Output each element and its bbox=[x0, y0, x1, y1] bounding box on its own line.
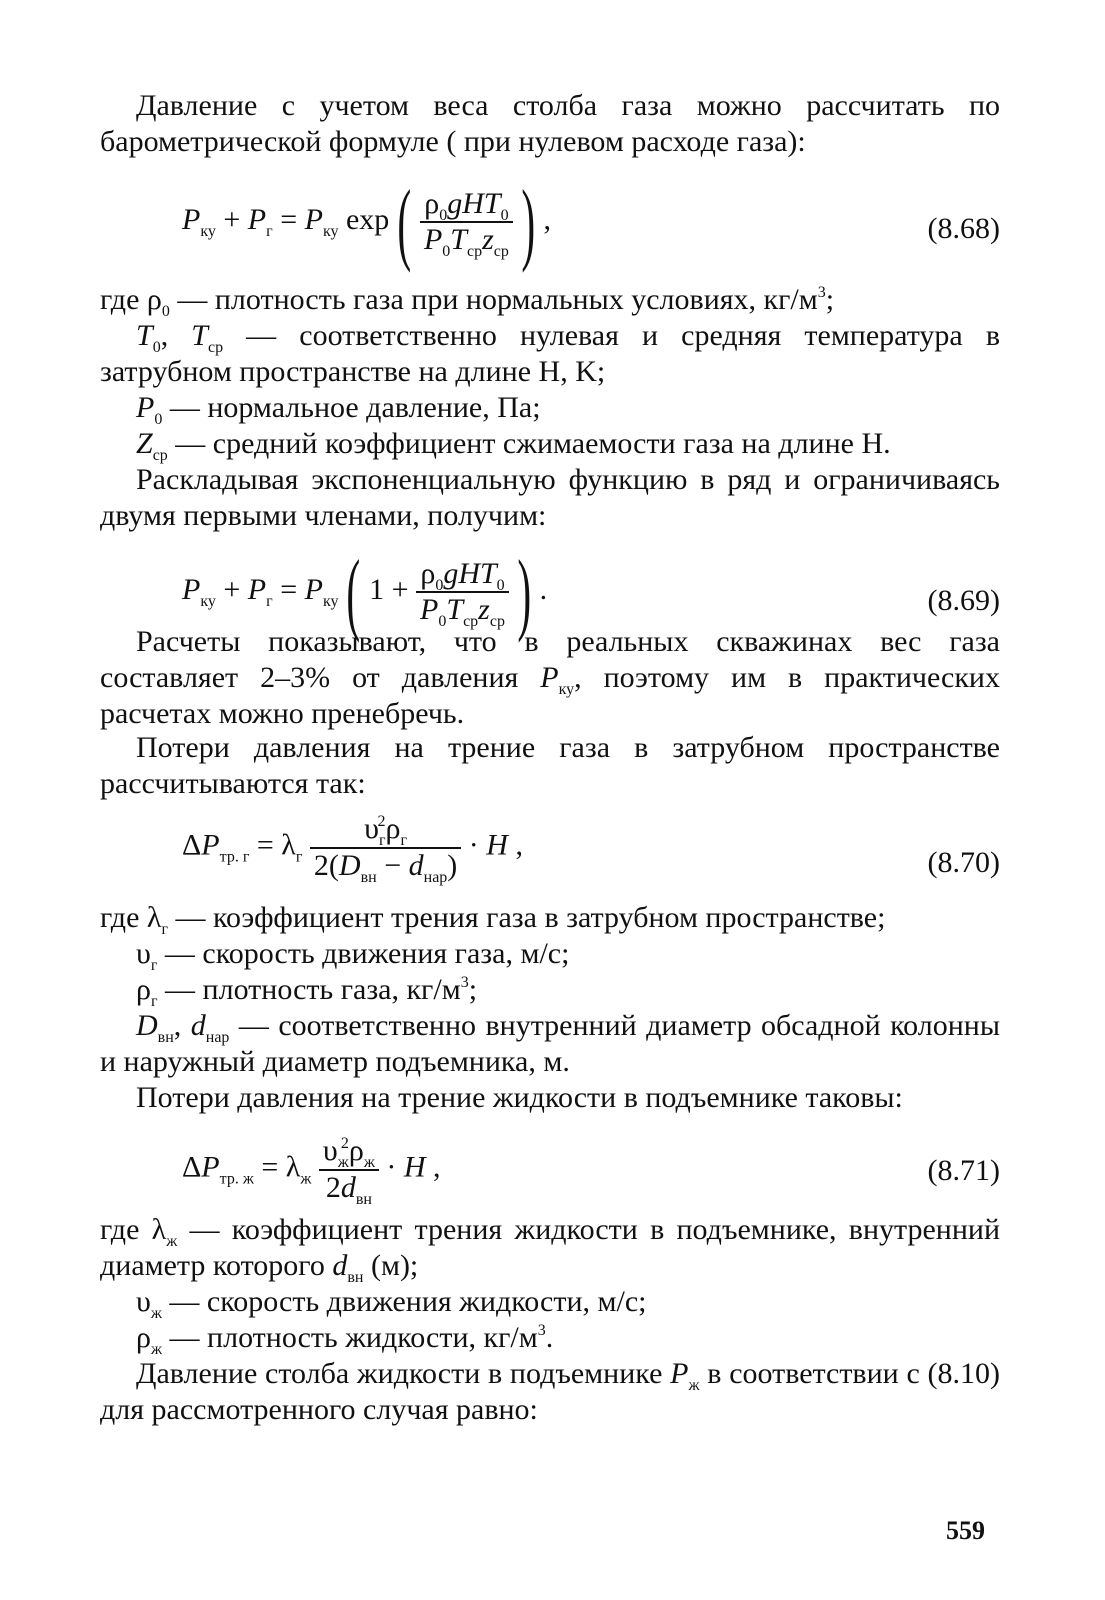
def-rho0: где $\rho_0$ — плотность газа при нормальных условиях, $кг/м^3$; bbox=[100, 283, 835, 320]
def-v-gas: $\upsilon_г$ — скорость движения газа, м/с; bbox=[136, 937, 570, 974]
paragraph-expansion: Раскладывая экспоненциальную функцию в ряд и ограничиваясь двумя первыми членами, получим: bbox=[100, 463, 1000, 532]
paragraph-calculations: Расчеты показывают, что в реальных скважинах вес газа составляет 2–3% от давления $P_{ку}$, поэтому им в практических расчетах можно пренебречь. bbox=[100, 625, 1000, 730]
def-v-liquid: $\upsilon_ж$ — скорость движения жидкости, м/с; bbox=[136, 1285, 647, 1322]
equation-8-68: $P_{ку} + P_г = P_{ку}$ exp( $\frac{\rho_0gHT_0}{P_0T_{ср}z_{ср}}$ ) , bbox=[182, 171, 552, 273]
equation-number-8-71: (8.71) bbox=[927, 1154, 1000, 1187]
def-T: $T_0$, $T_{ср}$ — соответственно нулевая и средняя температура в затрубном пространстве на длине H, K; bbox=[100, 319, 1001, 388]
def-lambda-gas: где $\lambda_г$ — коэффициент трения газа в затрубном пространстве; bbox=[100, 901, 886, 938]
paragraph-liquid-column: Давление столба жидкости в подъемнике $P_ж$ в соответствии с (8.10) для рассмотренного случая равно: bbox=[100, 1357, 1000, 1426]
def-lambda-liquid: где $\lambda_ж$ — коэффициент трения жидкости в подъемнике, внутренний диаметр которого $d_{вн}$ (м); bbox=[100, 1213, 1001, 1286]
paragraph-gas-friction: Потери давления на трение газа в затрубном пространстве рассчитываются так: bbox=[100, 731, 1000, 800]
paragraph-liquid-friction: Потери давления на трение жидкости в подъемнике таковы: bbox=[136, 1081, 903, 1114]
def-Z: $Z_{ср}$ — средний коэффициент сжимаемости газа на длине H. bbox=[136, 427, 891, 464]
def-rho-liquid: $\rho_ж$ — плотность жидкости, $кг/м^3$. bbox=[136, 1321, 554, 1358]
equation-number-8-69: (8.69) bbox=[927, 584, 1000, 617]
intro-text: Давление с учетом веса столба газа можно рассчитать по барометрической формуле ( при нулевом расходе газа): bbox=[100, 89, 1000, 158]
equation-8-70: $\Delta P_{тр. г} = \lambda_г$ $\frac{\upsilon_г^2\rho_г}{2(D_{вн} - d_{нар})}$ · H , bbox=[182, 812, 523, 886]
equation-8-69: $P_{ку} + P_г = P_{ку}$( 1 + $\frac{\rho_0gHT_0}{P_0T_{ср}z_{ср}}$ ) . bbox=[182, 541, 548, 643]
paragraph-intro bbox=[100, 88, 1000, 160]
def-rho-gas: $\rho_г$ — плотность газа, $кг/м^3$; bbox=[136, 973, 478, 1010]
equation-8-71: $\Delta P_{тр. ж} = \lambda_ж$ $\frac{\upsilon_ж^2\rho_ж}{2d_{вн}}$ · H , bbox=[182, 1134, 441, 1208]
equation-number-8-68: (8.68) bbox=[927, 212, 1000, 245]
def-P0: $P_0$ — нормальное давление, Па; bbox=[136, 391, 541, 428]
equation-number-8-70: (8.70) bbox=[927, 846, 1000, 879]
page-number: 559 bbox=[946, 1516, 985, 1545]
def-diameters: $D_{вн}$, $d_{нар}$ — соответственно внутренний диаметр обсадной колонны и наружный диаметр подъемника, м. bbox=[100, 1009, 1001, 1078]
